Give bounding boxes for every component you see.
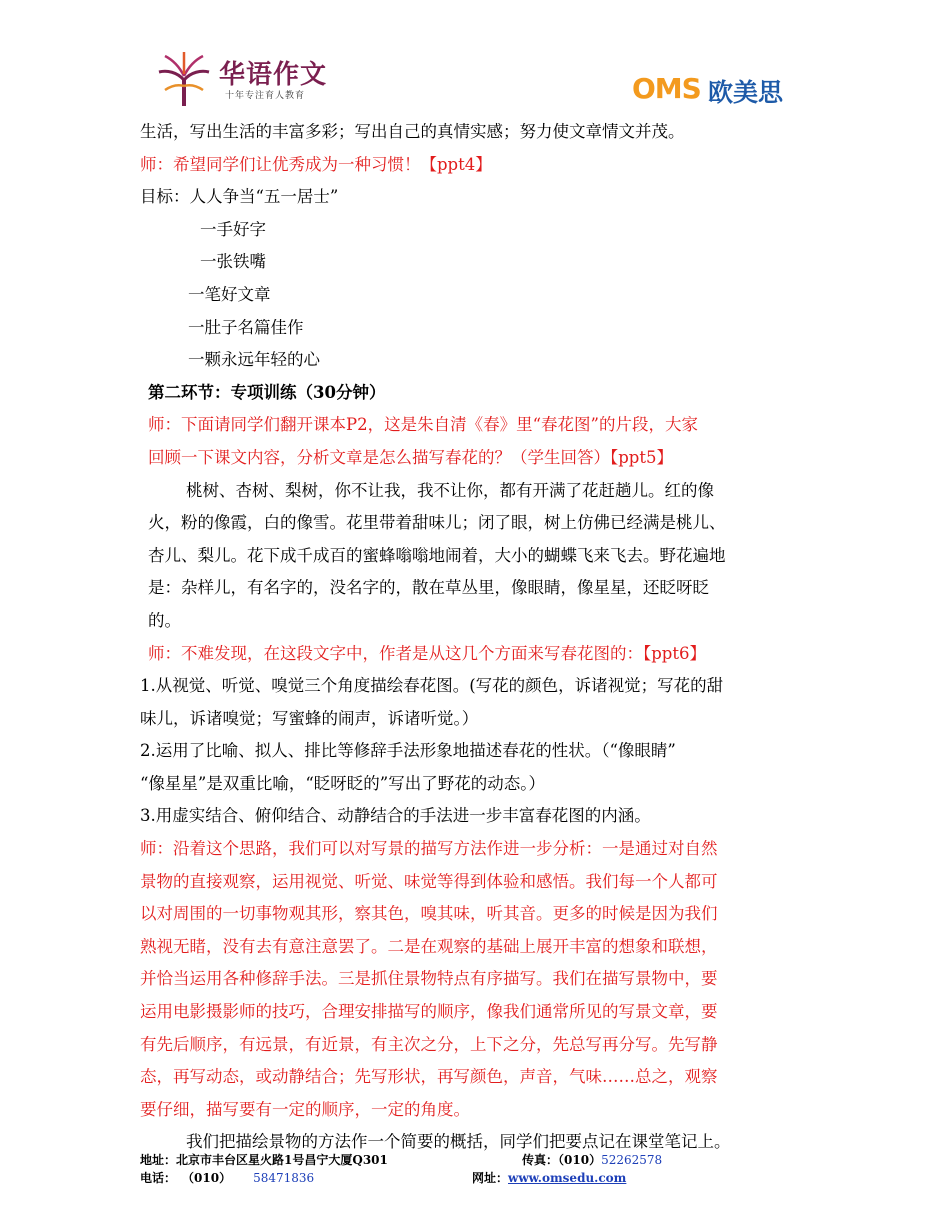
teacher-line: 景物的直接观察，运用视觉、听觉、味觉等得到体验和感悟。我们每一个人都可: [140, 871, 718, 891]
section-heading: 第二环节：专项训练（30分钟）: [148, 382, 386, 402]
teacher-line: 有先后顺序，有远景，有近景，有主次之分，上下之分，先总写再分写。先写静: [140, 1034, 718, 1054]
teacher-line: 师：不难发现，在这段文字中，作者是从这几个方面来写春花图的：【ppt6】: [148, 643, 707, 663]
oms-logo: [632, 72, 802, 108]
teacher-line: 师：沿着这个思路，我们可以对写景的描写方法作进一步分析：一是通过对自然: [140, 839, 718, 859]
page-footer: [140, 1151, 840, 1187]
address-label: 地址：: [140, 1153, 177, 1167]
quoted-passage-line: 杏儿、梨儿。花下成千成百的蜜蜂嗡嗡地闹着，大小的蝴蝶飞来飞去。野花遍地: [148, 545, 726, 565]
teacher-line: 熟视无睹，没有去有意注意罢了。二是在观察的基础上展开丰富的想象和联想，: [140, 936, 718, 956]
fax-number: 52262578: [601, 1153, 663, 1167]
brand-name: 华语作文: [219, 60, 328, 90]
website-label: 网址：: [472, 1171, 509, 1185]
teacher-line: 态，再写动态，或动静结合；先写形状，再写颜色，声音，气味……总之，观察: [140, 1067, 718, 1087]
teacher-line: 以对周围的一切事物观其形，察其色，嗅其味，听其音。更多的时候是因为我们: [140, 904, 718, 924]
document-body: [140, 116, 810, 1159]
phone: [140, 1169, 314, 1187]
goal-item: 一肚子名篇佳作: [188, 317, 304, 337]
teacher-line: 回顾一下课文内容，分析文章是怎么描写春花的？（学生回答）【ppt5】: [148, 447, 674, 467]
teacher-line: 师：下面请同学们翻开课本P2，这是朱自清《春》里“春花图”的片段，大家: [148, 415, 698, 435]
teacher-line: 师：希望同学们让优秀成为一种习惯！【ppt4】: [140, 154, 492, 174]
address: [140, 1151, 388, 1169]
oms-logo-latin: OMS: [632, 72, 701, 105]
goal-item: 一颗永远年轻的心: [188, 350, 320, 370]
phone-number: 58471836: [253, 1171, 315, 1185]
fax: [522, 1151, 662, 1169]
quoted-passage-line: 是：杂样儿，有名字的，没名字的，散在草丛里，像眼睛，像星星，还眨呀眨: [148, 578, 709, 598]
quoted-passage-line: 桃树、杏树、梨树，你不让我，我不让你，都有开满了花赶趟儿。红的像: [186, 480, 714, 500]
fax-label: 传真：: [522, 1153, 559, 1167]
analysis-point: “像星星”是双重比喻，“眨呀眨的”写出了野花的动态。）: [140, 773, 545, 793]
goal-item: 一手好字: [200, 219, 266, 239]
teacher-line: 并恰当运用各种修辞手法。三是抓住景物特点有序描写。我们在描写景物中，要: [140, 969, 718, 989]
analysis-point: 2.运用了比喻、拟人、排比等修辞手法形象地描述春花的性状。（“像眼睛”: [140, 741, 676, 761]
huayu-logo: [155, 50, 365, 110]
teacher-line: 要仔细，描写要有一定的顺序，一定的角度。: [140, 1099, 470, 1119]
oms-logo-chinese: 欧美思: [708, 78, 784, 107]
phone-label: 电话：: [140, 1171, 177, 1185]
brand-slogan: 十年专注育人教育: [225, 91, 306, 101]
quoted-passage-line: 火，粉的像霞，白的像雪。花里带着甜味儿；闭了眼，树上仿佛已经满是桃儿、: [148, 513, 726, 533]
text-line: 我们把描绘景物的方法作一个简要的概括，同学们把要点记在课堂笔记上。: [186, 1132, 731, 1152]
website-link[interactable]: www.omsedu.com: [508, 1171, 627, 1185]
goal-heading: 目标：人人争当“五一居士”: [140, 187, 339, 207]
goal-item: 一张铁嘴: [200, 252, 266, 272]
quoted-passage-line: 的。: [148, 610, 181, 630]
footer-row: [140, 1151, 840, 1169]
fax-area: （010）: [558, 1153, 602, 1167]
page-header: [0, 0, 950, 116]
address-value: 北京市丰台区星火路1号昌宁大厦Q301: [176, 1153, 388, 1167]
analysis-point: 1.从视觉、听觉、嗅觉三个角度描绘春花图。(写花的颜色，诉诸视觉；写花的甜: [140, 676, 724, 696]
analysis-point: 3.用虚实结合、俯仰结合、动静结合的手法进一步丰富春花图的内涵。: [140, 806, 651, 826]
analysis-point: 味儿，诉诸嗅觉；写蜜蜂的闹声，诉诸听觉。）: [140, 708, 479, 728]
teacher-line: 运用电影摄影师的技巧，合理安排描写的顺序，像我们通常所见的写景文章，要: [140, 1002, 718, 1022]
phone-area: （010）: [188, 1171, 232, 1185]
text-line: 生活，写出生活的丰富多彩；写出自己的真情实感；努力使文章情文并茂。: [140, 122, 685, 141]
goal-item: 一笔好文章: [188, 284, 271, 304]
website: [472, 1169, 626, 1187]
tree-logo-icon: [155, 50, 213, 108]
footer-row: [140, 1169, 840, 1187]
